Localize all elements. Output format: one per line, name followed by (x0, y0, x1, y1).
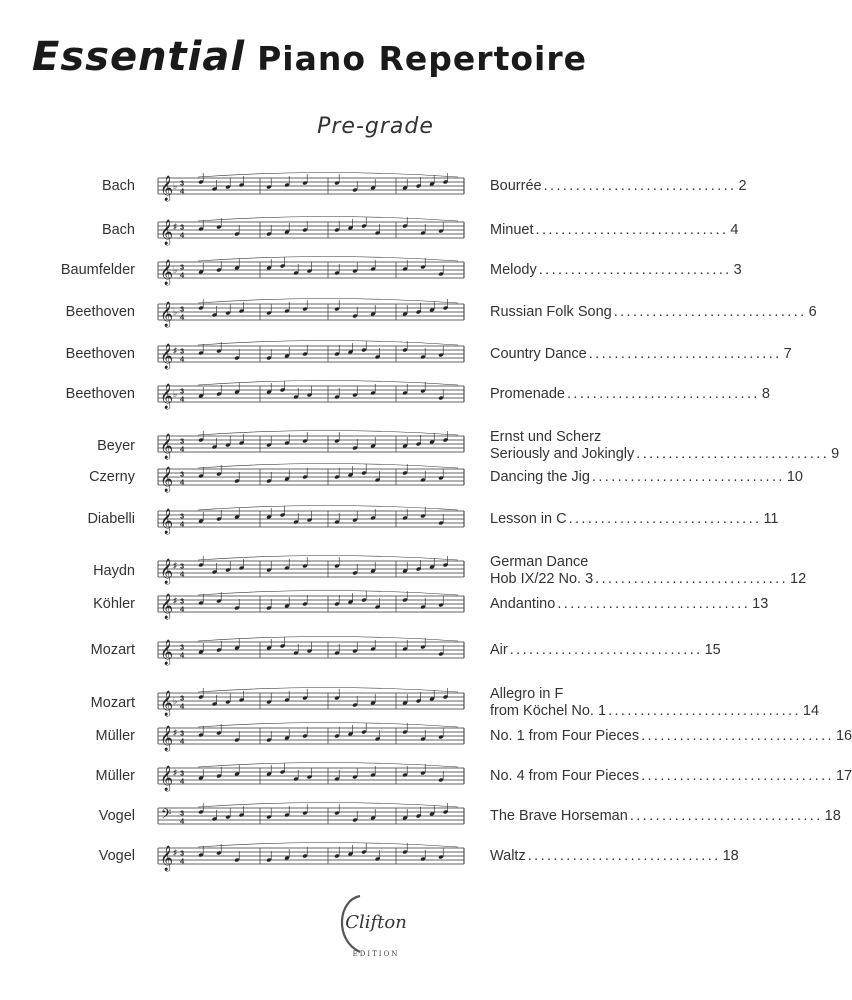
composer-name: Bach (101, 222, 135, 238)
music-incipit (158, 465, 468, 492)
piece-title: Air (490, 642, 508, 658)
svg-text:♭: ♭ (173, 181, 178, 191)
repertoire-row (0, 548, 807, 588)
svg-text:3: 3 (180, 346, 185, 356)
music-incipit (158, 557, 468, 584)
svg-text:4: 4 (180, 701, 185, 711)
composer-name: Bach (101, 178, 135, 194)
svg-text:𝄞: 𝄞 (160, 509, 174, 534)
music-incipit (158, 724, 468, 751)
piece-entry (490, 429, 840, 463)
svg-text:♭: ♭ (173, 389, 178, 399)
piece-entry (490, 768, 852, 785)
clifton-edition-logo (330, 888, 422, 962)
composer-name: Müller (95, 768, 135, 784)
piece-entry (490, 642, 721, 659)
music-incipit (158, 689, 468, 716)
svg-text:3: 3 (180, 693, 185, 703)
composer-name: Diabelli (87, 511, 135, 527)
dot-leader: .............................. (608, 703, 801, 719)
dot-leader: .............................. (588, 346, 782, 362)
dot-leader: .............................. (538, 262, 732, 278)
svg-text:3: 3 (180, 848, 185, 858)
svg-text:3: 3 (180, 596, 185, 606)
page-number: 11 (763, 511, 779, 527)
page-number: 13 (752, 596, 769, 612)
composer-name: Beethoven (65, 304, 135, 320)
dot-leader: .............................. (509, 642, 703, 658)
piece-entry (490, 386, 770, 403)
piece-title: No. 1 from Four Pieces (490, 728, 640, 744)
piece-entry (490, 596, 769, 613)
svg-text:3: 3 (180, 768, 185, 778)
page-number: 2 (738, 178, 747, 194)
page-number: 7 (783, 346, 792, 362)
repertoire-row (0, 463, 803, 503)
dot-leader: .............................. (535, 222, 729, 238)
music-incipit (158, 218, 468, 245)
repertoire-row (0, 340, 792, 380)
music-incipit (158, 804, 468, 828)
piece-title: Seriously and Jokingly (490, 446, 635, 462)
composer-name: Mozart (90, 642, 135, 658)
svg-text:4: 4 (180, 519, 185, 529)
page-number: 9 (831, 446, 840, 462)
svg-text:𝄞: 𝄞 (160, 384, 174, 409)
composer-name: Köhler (93, 596, 135, 612)
piece-title: Bourrée (490, 178, 542, 194)
svg-text:4: 4 (180, 736, 185, 746)
page-number: 8 (761, 386, 770, 402)
svg-text:3: 3 (180, 222, 185, 232)
music-incipit (158, 174, 468, 201)
svg-text:𝄞: 𝄞 (160, 302, 174, 327)
svg-text:♭: ♭ (173, 696, 178, 706)
page-number: 10 (786, 469, 803, 485)
svg-text:♯: ♯ (173, 346, 177, 355)
dot-leader: .............................. (641, 768, 834, 784)
composer-name: Beyer (97, 438, 135, 454)
dot-leader: .............................. (543, 178, 737, 194)
dot-leader: .............................. (527, 848, 721, 864)
music-incipit (158, 432, 468, 459)
svg-text:3: 3 (180, 178, 185, 188)
title-main: Piano Repertoire (257, 39, 587, 78)
logo-edition-text: EDITION (352, 950, 400, 958)
svg-text:4: 4 (180, 186, 185, 196)
composer-name: Mozart (90, 695, 135, 711)
svg-text:𝄞: 𝄞 (160, 260, 174, 285)
svg-text:3: 3 (180, 436, 185, 446)
dot-leader: .............................. (591, 469, 785, 485)
svg-text:♯: ♯ (173, 222, 177, 231)
svg-text:3: 3 (180, 511, 185, 521)
svg-text:𝄞: 𝄞 (160, 434, 174, 459)
dot-leader: .............................. (629, 808, 823, 824)
svg-text:4: 4 (180, 394, 185, 404)
page-number: 15 (704, 642, 721, 658)
svg-text:♭: ♭ (173, 265, 178, 275)
svg-text:4: 4 (180, 650, 185, 660)
svg-text:4: 4 (180, 569, 185, 579)
repertoire-row (0, 636, 751, 676)
music-incipit (158, 382, 468, 409)
repertoire-row (0, 172, 751, 212)
repertoire-row (0, 590, 769, 630)
piece-entry (490, 346, 792, 363)
svg-text:♯: ♯ (173, 728, 177, 737)
composer-name: Müller (95, 728, 135, 744)
svg-text:𝄞: 𝄞 (160, 176, 174, 201)
svg-text:4: 4 (180, 444, 185, 454)
svg-text:3: 3 (180, 642, 185, 652)
dot-leader: .............................. (566, 386, 760, 402)
piece-title: German Dance (490, 554, 589, 570)
svg-text:♭: ♭ (173, 307, 178, 317)
page-number: 17 (835, 768, 852, 784)
svg-text:4: 4 (180, 312, 185, 322)
svg-text:4: 4 (180, 856, 185, 866)
piece-title: Country Dance (490, 346, 587, 362)
music-incipit (158, 764, 468, 791)
composer-name: Czerny (89, 469, 135, 485)
piece-title: from Köchel No. 1 (490, 703, 607, 719)
piece-title: Allegro in F (490, 686, 564, 702)
svg-text:𝄢: 𝄢 (161, 806, 172, 825)
piece-title: Minuet (490, 222, 534, 238)
svg-text:3: 3 (180, 808, 185, 818)
piece-entry (490, 554, 807, 588)
composer-name: Beethoven (65, 346, 135, 362)
piece-title: Waltz (490, 848, 526, 864)
piece-title: Dancing the Jig (490, 469, 590, 485)
composer-name: Vogel (98, 848, 135, 864)
repertoire-row (0, 380, 770, 420)
page-title (32, 34, 587, 80)
piece-entry (490, 686, 820, 720)
piece-title: Hob IX/22 No. 3 (490, 571, 594, 587)
repertoire-row (0, 505, 779, 545)
svg-text:𝄞: 𝄞 (160, 640, 174, 665)
music-incipit (158, 342, 468, 369)
svg-text:𝄞: 𝄞 (160, 766, 174, 791)
svg-text:4: 4 (180, 270, 185, 280)
page-number: 12 (790, 571, 807, 587)
svg-text:3: 3 (180, 304, 185, 314)
dot-leader: .............................. (641, 728, 834, 744)
repertoire-row (0, 680, 820, 720)
svg-text:𝄞: 𝄞 (160, 344, 174, 369)
logo-brand-text: Clifton (345, 912, 407, 933)
svg-text:4: 4 (180, 816, 185, 826)
page-number: 3 (733, 262, 742, 278)
music-incipit (158, 638, 468, 665)
dot-leader: .............................. (557, 596, 751, 612)
title-essential: Essential (32, 34, 246, 80)
svg-text:3: 3 (180, 262, 185, 272)
music-incipit (158, 507, 468, 534)
piece-entry (490, 178, 747, 195)
music-incipit (158, 258, 468, 285)
piece-title: The Brave Horseman (490, 808, 628, 824)
repertoire-row (0, 802, 841, 842)
svg-text:4: 4 (180, 604, 185, 614)
svg-text:♯: ♯ (173, 768, 177, 777)
composer-name: Haydn (93, 563, 135, 579)
composer-name: Vogel (98, 808, 135, 824)
repertoire-row (0, 762, 852, 802)
music-incipit (158, 300, 468, 327)
repertoire-row (0, 722, 852, 762)
dot-leader: .............................. (636, 446, 830, 462)
page-number: 16 (835, 728, 852, 744)
composer-name: Beethoven (65, 386, 135, 402)
dot-leader: .............................. (595, 571, 789, 587)
svg-text:𝄞: 𝄞 (160, 559, 174, 584)
piece-title: Andantino (490, 596, 556, 612)
svg-text:♯: ♯ (173, 848, 177, 857)
piece-entry (490, 511, 779, 528)
piece-entry (490, 469, 803, 486)
piece-entry (490, 262, 742, 279)
page-number: 18 (824, 808, 841, 824)
piece-entry (490, 808, 841, 825)
svg-text:4: 4 (180, 477, 185, 487)
piece-title: Ernst und Scherz (490, 429, 602, 445)
dot-leader: .............................. (568, 511, 762, 527)
piece-entry (490, 222, 739, 239)
piece-title: Lesson in C (490, 511, 567, 527)
piece-title: Russian Folk Song (490, 304, 612, 320)
music-incipit (158, 844, 468, 871)
svg-text:4: 4 (180, 354, 185, 364)
repertoire-row (0, 842, 751, 882)
svg-text:𝄞: 𝄞 (160, 726, 174, 751)
page-number: 14 (802, 703, 820, 719)
svg-text:3: 3 (180, 728, 185, 738)
repertoire-row (0, 256, 751, 296)
piece-entry (490, 848, 739, 865)
svg-text:4: 4 (180, 230, 185, 240)
svg-text:𝄞: 𝄞 (160, 594, 174, 619)
repertoire-row (0, 298, 817, 338)
svg-text:3: 3 (180, 561, 185, 571)
svg-text:𝄞: 𝄞 (160, 846, 174, 871)
svg-text:3: 3 (180, 386, 185, 396)
svg-text:𝄞: 𝄞 (160, 467, 174, 492)
svg-text:3: 3 (180, 469, 185, 479)
svg-text:♯: ♯ (173, 596, 177, 605)
piece-title: No. 4 from Four Pieces (490, 768, 640, 784)
svg-text:𝄞: 𝄞 (160, 220, 174, 245)
svg-text:♯: ♯ (173, 561, 177, 570)
piece-title: Melody (490, 262, 537, 278)
piece-entry (490, 728, 852, 745)
page-subtitle: Pre-grade (317, 114, 434, 139)
repertoire-row (0, 423, 840, 463)
dot-leader: .............................. (613, 304, 807, 320)
page-number: 4 (730, 222, 739, 238)
repertoire-row (0, 216, 751, 256)
music-incipit (158, 592, 468, 619)
piece-title: Promenade (490, 386, 565, 402)
page-number: 6 (808, 304, 817, 320)
composer-name: Baumfelder (60, 262, 135, 278)
svg-text:𝄞: 𝄞 (160, 691, 174, 716)
page-number: 18 (722, 848, 739, 864)
piece-entry (490, 304, 817, 321)
svg-text:4: 4 (180, 776, 185, 786)
